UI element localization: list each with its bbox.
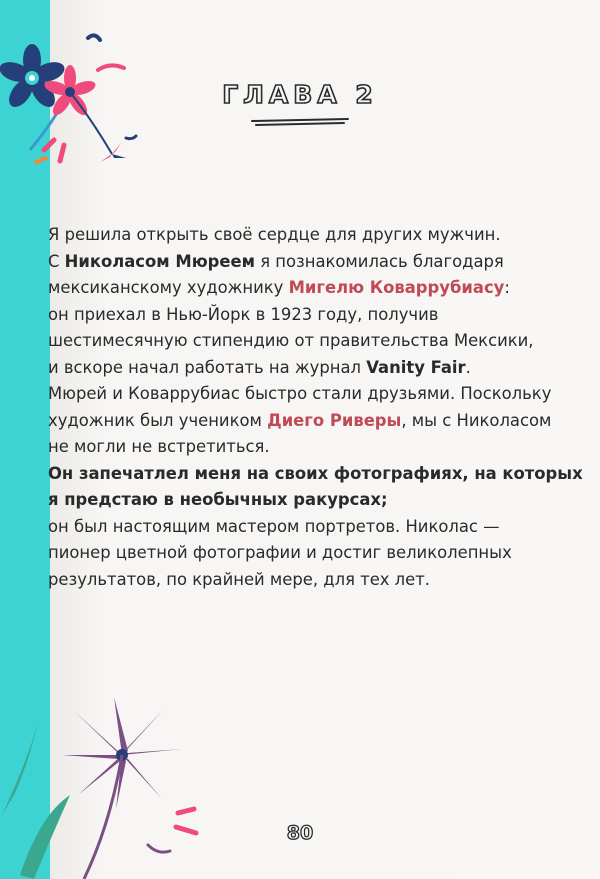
text-line [48,249,588,276]
flower-decoration-top-icon [0,30,140,190]
text-line [48,302,588,329]
text-line [48,328,588,355]
bold-text: Он запечатлел меня на своих фотографиях, на которых [48,463,583,483]
text-segment: он приехал в Нью-Йорк в 1923 году, получив [48,304,439,324]
text-line [48,434,588,461]
chapter-title: ГЛАВА 2 [222,80,378,109]
text-line [48,540,588,567]
text-line [48,567,588,594]
text-line [48,487,588,514]
text-segment: мексиканскому художнику [48,278,289,297]
text-segment: Я решила открыть своё сердце для других мужчин. [48,225,501,244]
text-segment: не могли не встретиться. [48,437,270,456]
text-segment: . [465,357,471,377]
text-segment: результатов, по крайней мере, для тех лет. [48,569,431,589]
text-line [48,381,588,408]
highlighted-name: Мигелю Коваррубиасу [288,278,505,297]
text-line [48,355,588,382]
text-segment: я познакомилась благодаря [255,251,504,271]
text-segment: шестимесячную стипендию от правительства Мексики, [48,331,534,350]
bold-text: Vanity Fair [366,357,466,377]
text-line [48,461,588,488]
text-segment: : [504,278,510,297]
text-segment: пионер цветной фотографии и достиг великолепных [48,543,512,562]
text-line [48,222,588,249]
text-line [48,408,588,435]
bold-text: Николасом Мюреем [64,251,255,271]
text-segment: он был настоящим мастером портретов. Николас — [48,516,500,536]
text-segment: Мюрей и Коваррубиас быстро стали друзьями. Поскольку [48,384,552,403]
text-segment: , мы с Николасом [401,410,552,430]
flower-decoration-bottom-icon [0,695,210,879]
text-line [48,275,588,302]
text-segment: и вскоре начал работать на журнал [48,357,367,377]
highlighted-name: Диего Риверы [267,410,402,430]
page-number: 80 [286,822,314,844]
chapter-underline-squiggle-icon [248,115,352,131]
text-line [48,514,588,541]
body-text [48,222,588,593]
text-segment: художник был учеником [48,410,268,430]
text-segment: С [48,251,65,271]
bold-text: я предстаю в необычных ракурсах; [48,490,388,509]
